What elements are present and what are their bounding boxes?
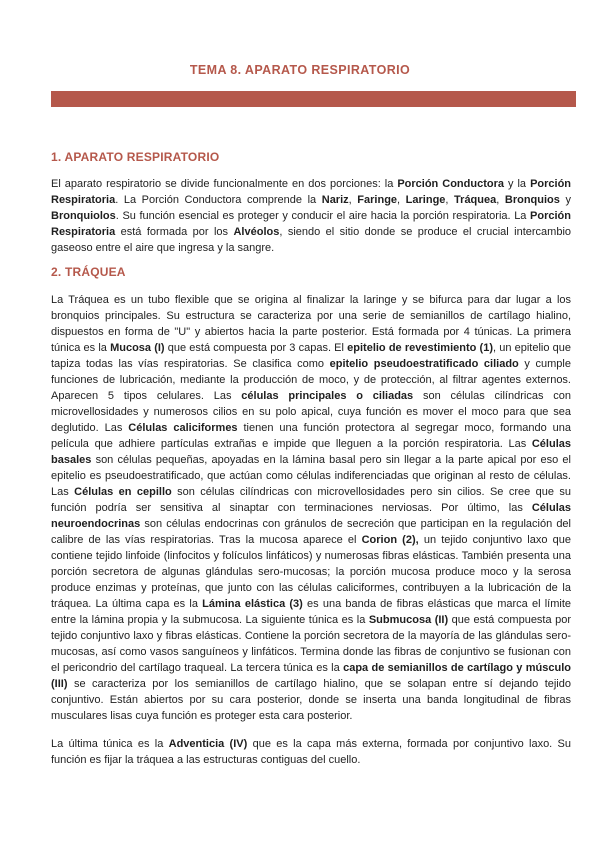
- document-title: TEMA 8. APARATO RESPIRATORIO: [189, 63, 411, 77]
- section-2-paragraph-2: La última túnica es la Adventicia (IV) que es la capa más externa, formada por conjuntivo laxo. Su función es fijar la tráquea a las estructuras contiguas del cuello.: [51, 738, 571, 766]
- title-bar: [51, 91, 576, 107]
- document-body: [51, 150, 571, 768]
- section-2-paragraph-1: La Tráquea es un tubo flexible que se origina al finalizar la laringe y se bifurca para dar lugar a los bronquios principales. Su estructura se caracteriza por una serie de semianillos de cartílago hialino, dispuestos en forma de "U" y abiertos hacia la parte posterior. Está formada por 4 túnicas. La primera túnica es la Mucosa (I) que está compuesta por 3 capas. El epitelio de revestimiento (1), un epitelio que tapiza todas las vías respiratorias. Se clasifica como epitelio pseudoestratificado ciliado y cumple funciones de lubricación, mediante la producción de moco, y de protección, al filtrar agentes externos. Aparecen 5 tipos celulares. Las células principales o ciliadas son células cilíndricas con microvellosidades y numerosos cilios en su polo apical, cuya función es mover el moco para que sea deglutido. Las Células caliciformes tienen una función protectora al segregar moco, formando una película que adhiere partículas extrañas e impide que lleguen a la porción respiratoria. Las Células basales son células pequeñas, apoyadas en la lámina basal pero sin llegar a la parte apical por eso el epitelio es pseudoestratificado, que actúan como células indiferenciadas que originan al resto de células. Las Células en cepillo son células cilíndricas con microvellosidades pero sin cilios. Se cree que su función podría ser sensitiva al sinaptar con terminaciones nerviosas. Por último, las Células neuroendocrinas son células endocrinas con gránulos de secreción que participan en la regulación del calibre de las vías respiratorias. Tras la mucosa aparece el Corion (2), un tejido conjuntivo laxo que contiene tejido linfoide (linfocitos y folículos linfáticos) y numerosas fibras elásticas. También presenta una porción secretora de algunas glándulas sero-mucosas; la porción mucosa produce moco y la serosa produce enzimas y proteínas, que junto con las células caliciformes, contribuyen a la lubricación de la tráquea. La última capa es la Lámina elástica (3) es una banda de fibras elásticas que marca el límite entre la lámina propia y la submucosa. La siguiente túnica es la Submucosa (II) que está compuesta por tejido conjuntivo laxo y fibras elásticas. Contiene la porción secretora de la mayoría de las glándulas sero-mucosas, así como vasos sanguíneos y linfáticos. Termina donde las fibras de conjuntivo se fusionan con el pericondrio del cartílago traqueal. La tercera túnica es la capa de semianillos de cartílago y músculo (III) se caracteriza por los semianillos de cartílago hialino, que se solapan entre sí dejando tejido conjuntivo. Están abiertos por su cara posterior, donde se inserta una banda longitudinal de fibras musculares lisas cuya función es proteger esta cara posterior.: [51, 294, 572, 722]
- section-heading-1: 1. APARATO RESPIRATORIO: [51, 150, 220, 164]
- section-1-paragraph: El aparato respiratorio se divide funcionalmente en dos porciones: la Porción Conductora y la Porción Respiratoria. La Porción Conductora comprende la Nariz, Faringe, Laringe, Tráquea, Bronquios y Bronquiolos. Su función esencial es proteger y conducir el aire hacia la porción respiratoria. La Porción Respiratoria está formada por los Alvéolos, siendo el sitio donde se produce el crucial intercambio gaseoso entre el aire que ingresa y la sangre.: [51, 178, 572, 254]
- section-heading-2: 2. TRÁQUEA: [51, 265, 126, 279]
